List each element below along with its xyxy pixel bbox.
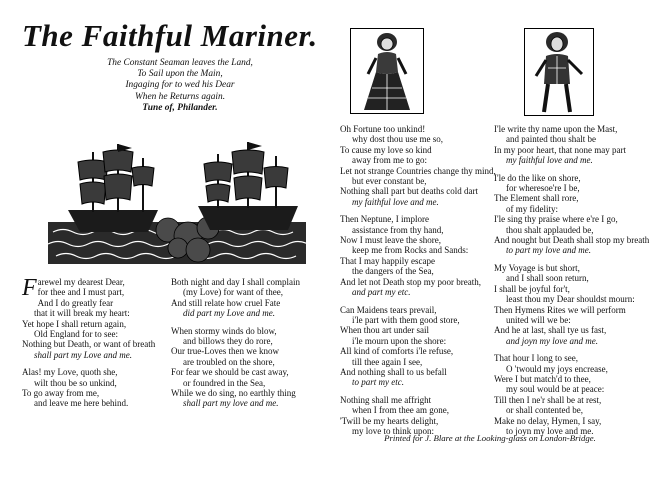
verse-line: and joyn my love and me. bbox=[506, 335, 598, 346]
verse-line: united will we be: bbox=[506, 314, 571, 325]
verse-line: and leave me here behind. bbox=[34, 398, 129, 409]
verse-column-1 bbox=[22, 277, 172, 409]
verse-line: my faithful love and me. bbox=[506, 155, 593, 166]
verse-line: For fear we should be cast away, bbox=[171, 367, 289, 378]
verse-line: to part my love and me. bbox=[506, 245, 591, 256]
verse-line: the dangers of the Sea, bbox=[352, 266, 434, 277]
verse-line: And he at last, shall tye us fast, bbox=[494, 325, 607, 336]
verse-line: Our true-Loves then we know bbox=[171, 346, 279, 357]
verse-line: my love to think upon: bbox=[352, 425, 434, 436]
verse-line: of my fidelity: bbox=[506, 203, 558, 214]
verse-line: for wheresoe're I be, bbox=[506, 183, 580, 194]
verse-line: Now I must leave the shore, bbox=[340, 235, 441, 246]
verse-line: did part my Love and me. bbox=[183, 308, 275, 319]
man-woodcut bbox=[524, 28, 594, 116]
verse-line: All kind of comforts i'le refuse, bbox=[340, 346, 454, 357]
subtitle-line: To Sail upon the Main, bbox=[137, 69, 223, 80]
verse-line: (my Love) for want of thee, bbox=[183, 287, 283, 298]
verse-line: my faithful love and me. bbox=[352, 196, 439, 207]
verse-line: and part my etc. bbox=[352, 287, 411, 298]
verse-line: Let not strange Countries change thy mind, bbox=[340, 165, 496, 176]
verse-line: for thee and I must part, bbox=[37, 287, 125, 298]
verse-line: I'le sing thy praise where e're I go, bbox=[494, 214, 618, 225]
verse-line: And I do greatly fear bbox=[37, 297, 114, 308]
verse-line: The Element shall rore, bbox=[494, 193, 579, 204]
verse-line: my soul would be at peace: bbox=[506, 384, 605, 395]
verse-line: and billows they do rore, bbox=[183, 336, 273, 347]
verse-line: thou shalt applauded be, bbox=[506, 224, 594, 235]
verse-line: My Voyage is but short, bbox=[494, 262, 580, 273]
verse-line: away from me to go: bbox=[352, 155, 427, 166]
verse-line: I shall be joyful for't, bbox=[494, 283, 570, 294]
verse-line: are troubled on the shore, bbox=[183, 356, 275, 367]
verse-line: shall part my Love and me. bbox=[34, 349, 132, 360]
verse-line: Can Maidens tears prevail, bbox=[340, 304, 437, 315]
verse-line: shall part my love and me. bbox=[183, 398, 279, 409]
verse-line: When stormy winds do blow, bbox=[171, 325, 277, 336]
verse-line: And let not Death stop my poor breath, bbox=[340, 276, 481, 287]
verse-line: Old England for to see: bbox=[34, 329, 118, 340]
verse-line: O 'twould my joys encrease, bbox=[506, 363, 608, 374]
verse-line: To cause my love so kind bbox=[340, 144, 432, 155]
verse-line: Then Neptune, I implore bbox=[340, 214, 429, 225]
verse-line: assistance from thy hand, bbox=[352, 224, 444, 235]
verse-line: I'le write thy name upon the Mast, bbox=[494, 124, 618, 134]
verse-line: That I may happily escape bbox=[340, 255, 435, 266]
verse-line: that it will break my heart: bbox=[34, 308, 130, 319]
verse-line: to part my etc. bbox=[352, 377, 404, 388]
verse-line: And nought but Death shall stop my breath bbox=[494, 235, 650, 246]
verse-line: or shall contented be, bbox=[506, 405, 583, 416]
verse-line: In my poor heart, that none may part bbox=[494, 144, 626, 155]
verse-line: and I shall soon return, bbox=[506, 273, 589, 284]
verse-line: why dost thou use me so, bbox=[352, 134, 443, 145]
verse-line: till thee again I see, bbox=[352, 356, 423, 367]
verse-line: I'le do the like on shore, bbox=[494, 172, 581, 183]
verse-line: Nothing shall part but deaths cold dart bbox=[340, 186, 478, 197]
verse-line: And nothing shall to us befall bbox=[340, 366, 447, 377]
verse-line: Nothing shall me affright bbox=[340, 394, 432, 405]
verse-line: i'le part with them good store, bbox=[352, 314, 460, 325]
woman-woodcut bbox=[350, 28, 424, 114]
verse-line: 'Twill be my hearts delight, bbox=[340, 415, 439, 426]
verse-line: Then Hymens Rites we will perform bbox=[494, 304, 626, 315]
verse-line: but ever constant be, bbox=[352, 176, 427, 187]
ballad-subtitle bbox=[60, 58, 300, 114]
subtitle-line: Ingaging for to wed his Dear bbox=[125, 80, 235, 91]
verse-column-2 bbox=[171, 277, 331, 409]
verse-line: Alas! my Love, quoth she, bbox=[22, 367, 118, 378]
verse-line: When thou art under sail bbox=[340, 325, 429, 336]
verse-line: to joyn my love and me. bbox=[506, 425, 594, 436]
verse-line: i'le mourn upon the shore: bbox=[352, 335, 447, 346]
verse-line: or foundred in the Sea, bbox=[183, 377, 266, 388]
verse-line: To go away from me, bbox=[22, 388, 100, 399]
subtitle-line: Tune of, Philander. bbox=[142, 102, 218, 113]
verse-line: And still relate how cruel Fate bbox=[171, 297, 281, 308]
verse-line: Oh Fortune too unkind! bbox=[340, 124, 426, 134]
verse-line: While we do sing, no earthly thing bbox=[171, 388, 296, 399]
verse-line: Were I but match'd to thee, bbox=[494, 373, 591, 384]
verse-line: wilt thou be so unkind, bbox=[34, 377, 117, 388]
verse-line: Nothing but Death, or want of breath bbox=[22, 339, 156, 350]
verse-line: keep me from Rocks and Sands: bbox=[352, 245, 469, 256]
verse-line: Yet hope I shall return again, bbox=[22, 318, 127, 329]
verse-line: and painted thou shalt be bbox=[506, 134, 596, 145]
subtitle-line: The Constant Seaman leaves the Land, bbox=[107, 58, 253, 68]
printer-imprint: Printed for J. Blare at the Looking-glass on London-Bridge. bbox=[384, 433, 596, 443]
verse-line: That hour I long to see, bbox=[494, 353, 578, 364]
verse-line: Make no delay, Hymen, I say, bbox=[494, 415, 602, 426]
ships-woodcut bbox=[48, 140, 306, 264]
verse-column-4 bbox=[494, 124, 652, 436]
verse-line: least thou my Dear shouldst mourn: bbox=[506, 294, 635, 305]
subtitle-line: When he Returns again. bbox=[134, 91, 226, 102]
verse-line: arewel my dearest Dear, bbox=[37, 277, 125, 287]
ballad-title: The Faithful Mariner. bbox=[22, 18, 318, 53]
verse-line: when I from thee am gone, bbox=[352, 405, 449, 416]
verse-column-3 bbox=[340, 124, 496, 436]
verse-line: Both night and day I shall complain bbox=[171, 277, 300, 287]
verse-line: Till then I ne'r shall be at rest, bbox=[494, 394, 602, 405]
drop-cap: F bbox=[22, 275, 37, 301]
